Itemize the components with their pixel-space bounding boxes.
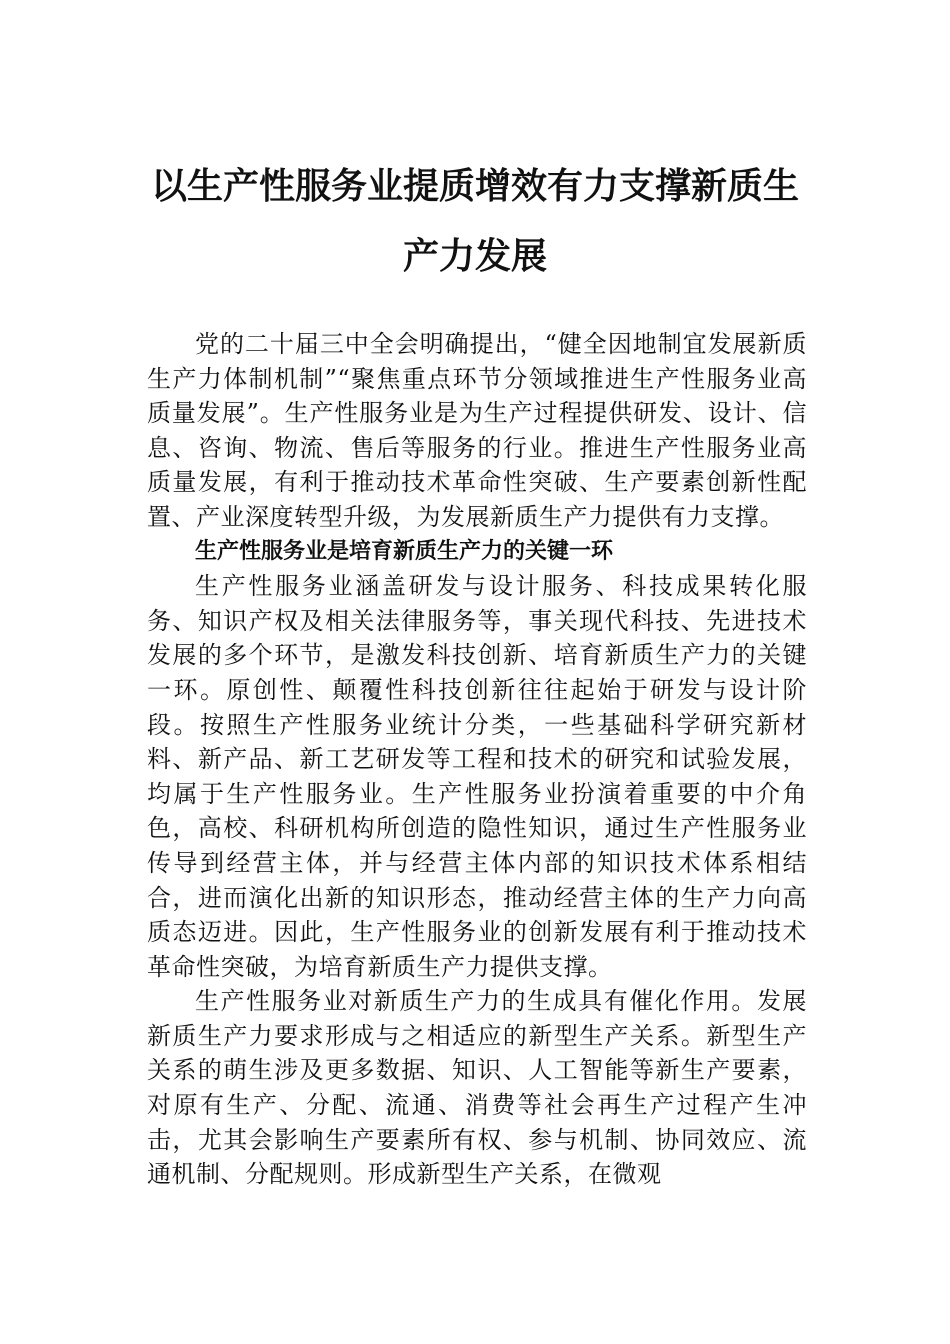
paragraph-section-2: 生产性服务业对新质生产力的生成具有催化作用。发展新质生产力要求形成与之相适应的新型生产关系。新型生产关系的萌生涉及更多数据、知识、人工智能等新生产要素，对原有生产、分配、流通、消费等社会再生产过程产生冲击，尤其会影响生产要素所有权、参与机制、协同效应、流通机制、分配规则。形成新型生产关系，在微观 [147, 987, 807, 1189]
paragraph-section-1: 生产性服务业涵盖研发与设计服务、科技成果转化服务、知识产权及相关法律服务等，事关现代科技、先进技术发展的多个环节，是激发科技创新、培育新质生产力的关键一环。原创性、颠覆性科技创新往往起始于研发与设计阶段。按照生产性服务业统计分类，一些基础科学研究新材料、新产品、新工艺研发等工程和技术的研究和试验发展，均属于生产性服务业。生产性服务业扮演着重要的中介角色，高校、科研机构所创造的隐性知识，通过生产性服务业传导到经营主体，并与经营主体内部的知识技术体系相结合，进而演化出新的知识形态，推动经营主体的生产力向高质态迈进。因此，生产性服务业的创新发展有利于推动技术革命性突破，为培育新质生产力提供支撑。 [147, 572, 807, 981]
document-title-line-2: 产力发展 [402, 235, 547, 277]
paragraph-intro: 党的二十届三中全会明确提出，“健全因地制宜发展新质生产力体制机制”“聚焦重点环节分领域推进生产性服务业高质量发展”。生产性服务业是为生产过程提供研发、设计、信息、咨询、物流、售后等服务的行业。推进生产性服务业高质量发展，有利于推动技术革命性突破、生产要素创新性配置、产业深度转型升级，为发展新质生产力提供有力支撑。 [147, 330, 807, 531]
section-heading: 生产性服务业是培育新质生产力的关键一环 [195, 538, 614, 564]
document-title-line-1: 以生产性服务业提质增效有力支撑新质生 [150, 165, 799, 207]
document-body [147, 327, 807, 1192]
